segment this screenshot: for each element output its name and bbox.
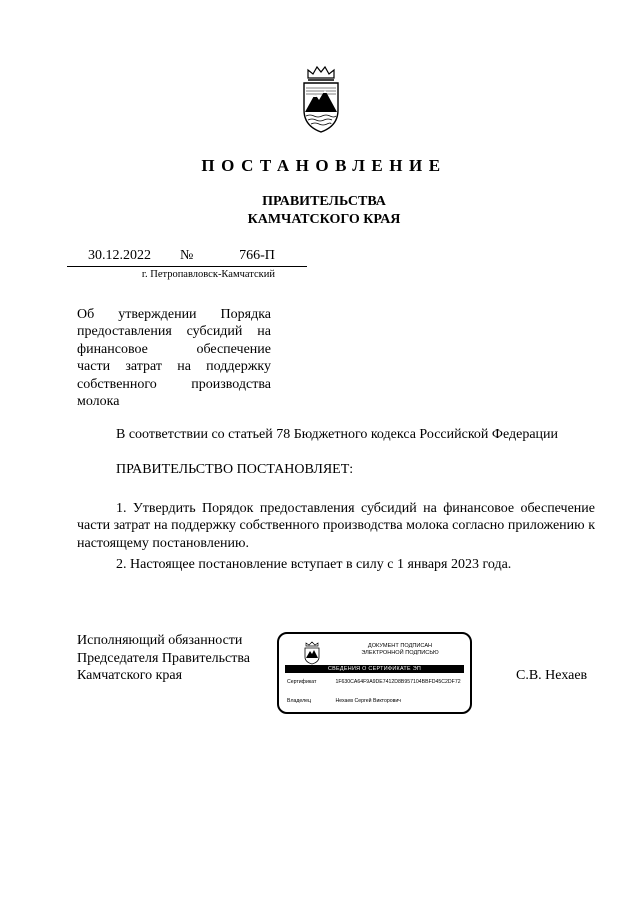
decree-statement: ПРАВИТЕЛЬСТВО ПОСТАНОВЛЯЕТ: xyxy=(116,462,354,477)
owner-value: Нехаев Сергей Викторович xyxy=(335,698,402,704)
decree-item-2: 2. Настоящее постановление вступает в силу с 1 января 2023 года. xyxy=(116,557,512,572)
issue-city: г. Петропавловск-Камчатский xyxy=(141,269,275,280)
stamp-title xyxy=(339,643,461,657)
authority-heading xyxy=(0,193,640,229)
decree-item-1: 1. Утвердить Порядок предоставления субсидий на финансовое обеспечение части затрат на поддержку собственного производства молока согласно приложению к настоящему постановлению. xyxy=(77,501,595,551)
legal-basis: В соответствии со статьей 78 Бюджетного кодекса Российской Федерации xyxy=(116,427,559,442)
title-line: Об утверждении Порядка xyxy=(77,307,271,322)
stamp-title-line: ЭЛЕКТРОННОЙ ПОДПИСЬЮ xyxy=(361,650,439,656)
document-type-heading: ПОСТАНОВЛЕНИЕ xyxy=(201,156,447,175)
signer-name: С.В. Нехаев xyxy=(516,668,588,683)
document-title xyxy=(77,306,271,410)
registration-row xyxy=(67,248,307,268)
stamp-owner-row xyxy=(287,698,401,704)
signer-position-line: Председателя Правительства xyxy=(77,650,251,666)
certificate-label: Сертификат xyxy=(287,679,317,685)
signer-position-line: Исполняющий обязанности xyxy=(77,633,243,648)
stamp-title-line: ДОКУМЕНТ ПОДПИСАН xyxy=(367,643,433,649)
registration-underline xyxy=(67,266,307,267)
signer-position xyxy=(77,632,277,685)
stamp-certificate-bar: СВЕДЕНИЯ О СЕРТИФИКАТЕ ЭП xyxy=(285,665,464,673)
owner-label: Владелец xyxy=(287,698,311,704)
title-line: молока xyxy=(77,394,120,410)
document-number: 766-П xyxy=(239,248,275,263)
signer-position-line: Камчатского края xyxy=(77,668,183,684)
title-line: собственного производства xyxy=(77,376,271,392)
title-line: предоставления субсидий на xyxy=(77,324,271,340)
title-line: части затрат на поддержку xyxy=(77,359,271,375)
kamchatka-emblem-icon xyxy=(298,64,344,134)
authority-line-1: ПРАВИТЕЛЬСТВА xyxy=(262,194,386,209)
authority-line-2: КАМЧАТСКОГО КРАЯ xyxy=(247,212,401,227)
stamp-certificate-row xyxy=(287,679,461,685)
number-sign: № xyxy=(180,248,194,263)
document-date: 30.12.2022 xyxy=(88,248,151,263)
certificate-value: 1F630CA64F9A9DE7412D8B957104BBFD45C2DF72 xyxy=(335,679,461,685)
title-line: финансовое обеспечение xyxy=(77,341,271,357)
e-signature-stamp xyxy=(277,632,472,714)
kamchatka-emblem-small-icon xyxy=(303,641,321,665)
